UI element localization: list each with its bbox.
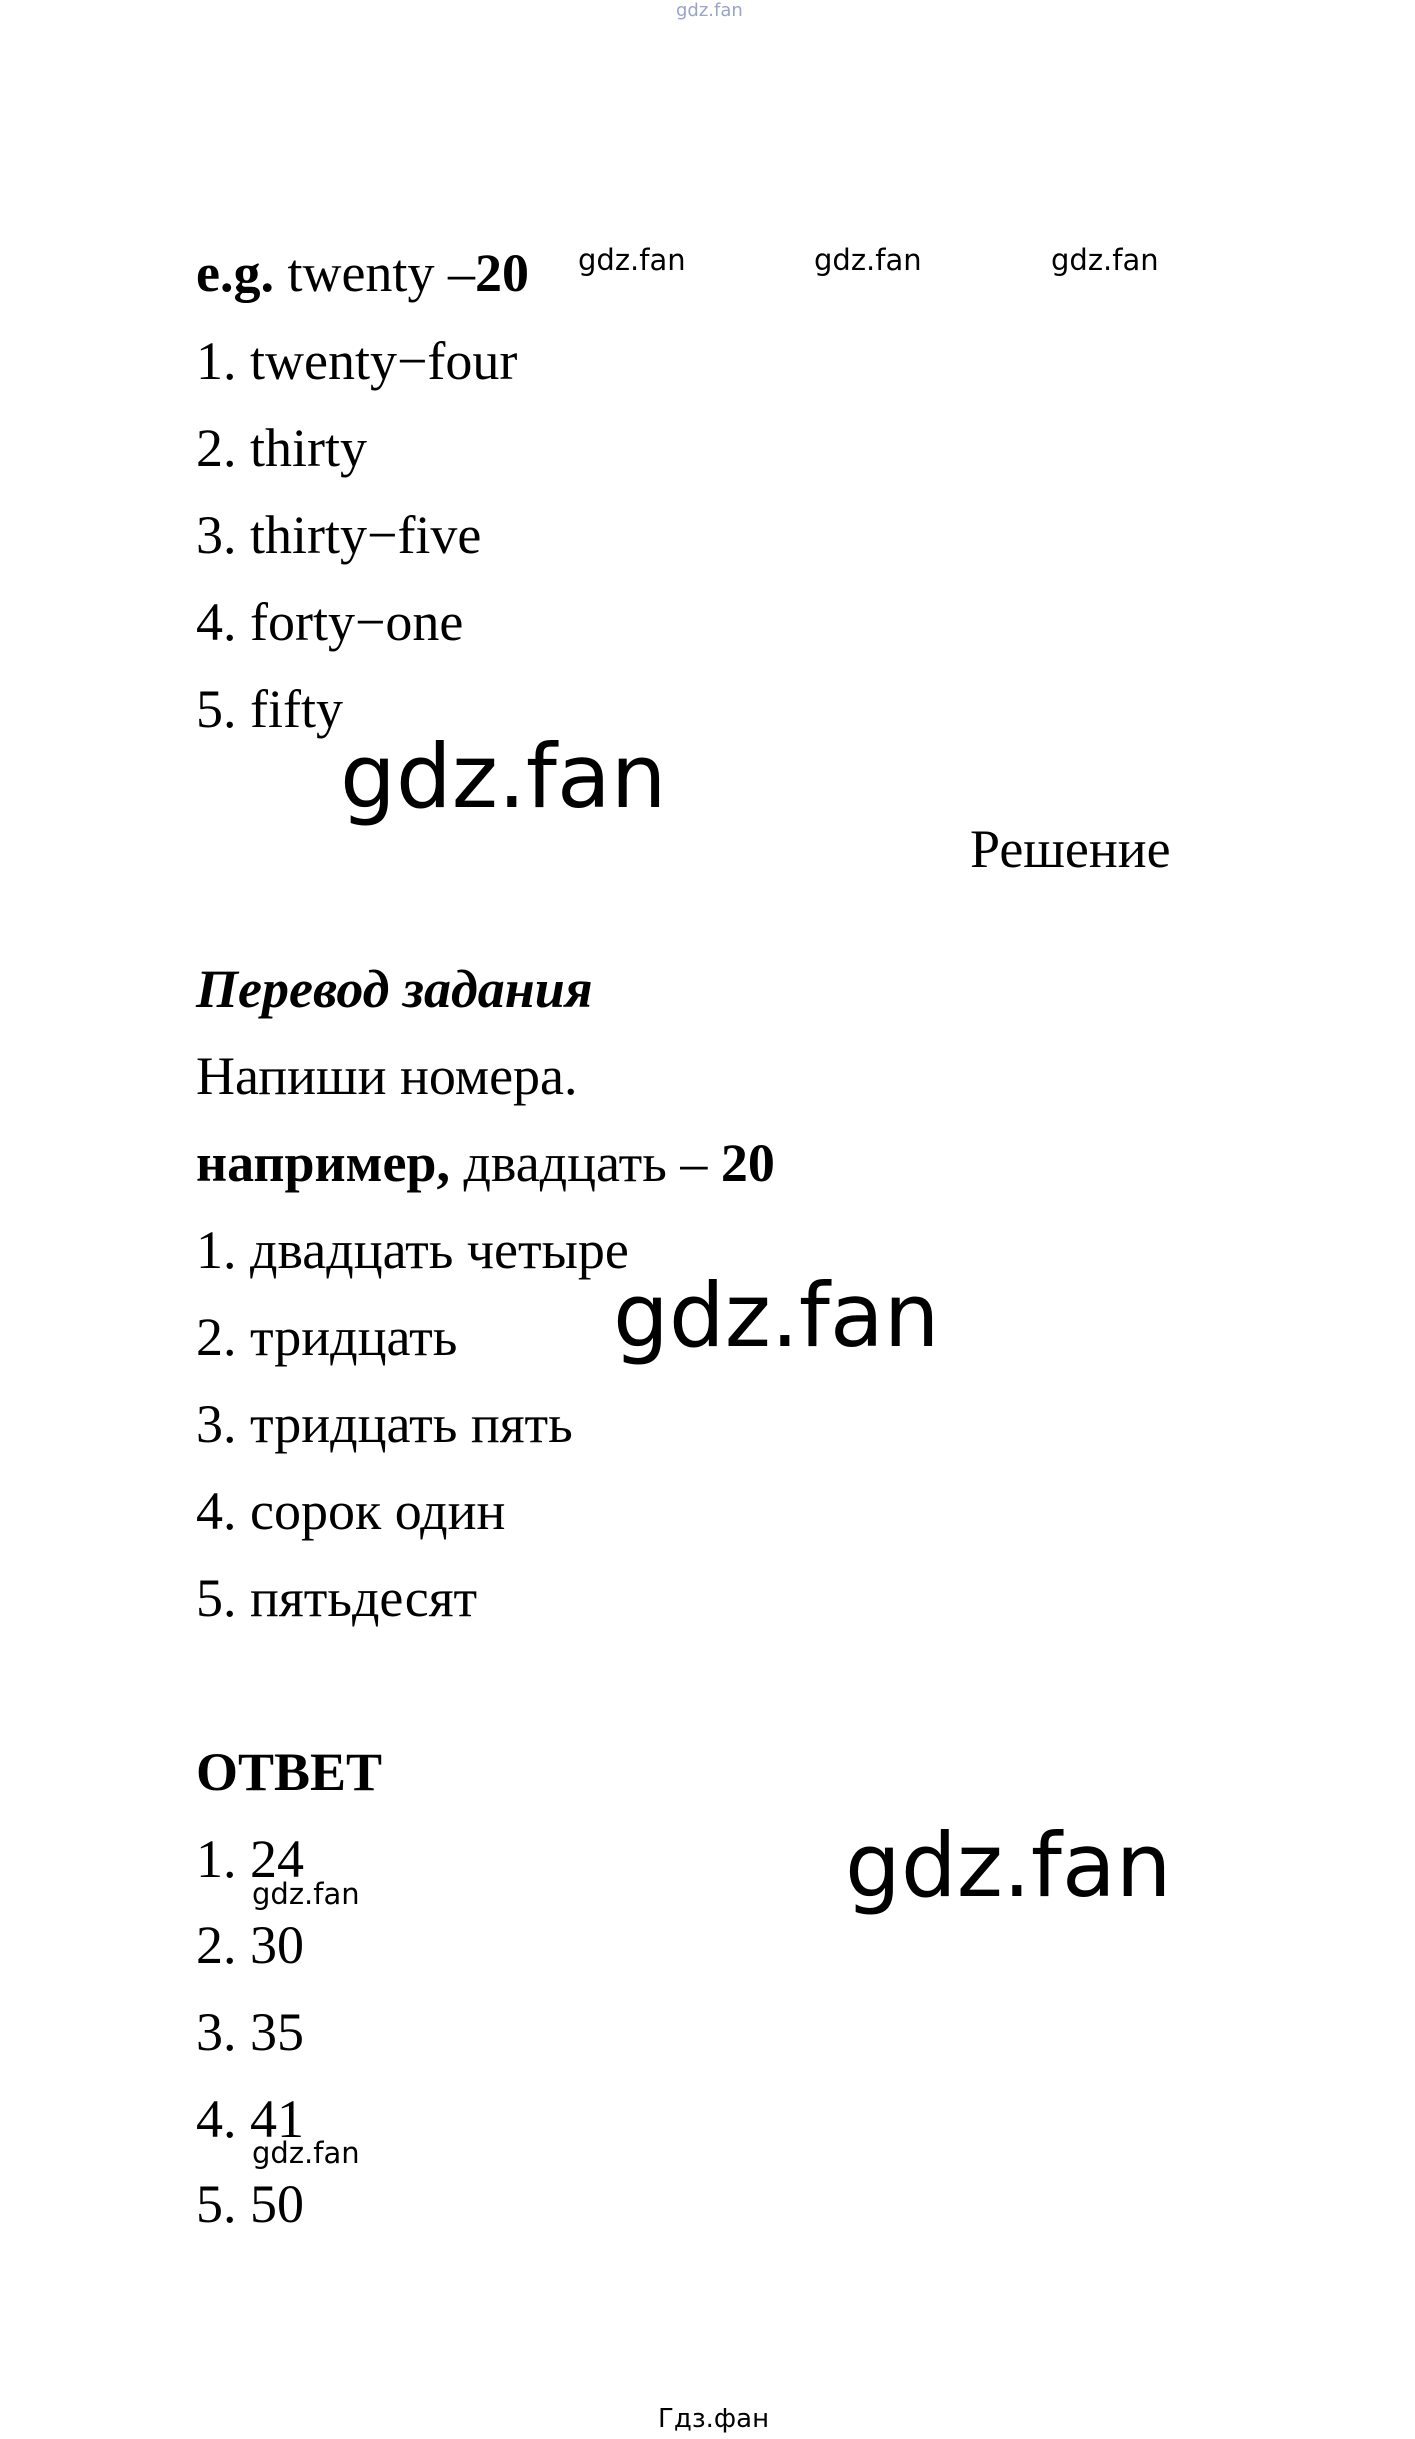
solution-label: Решение [970,819,1171,879]
watermark-answer-small-2: gdz.fan [252,2136,360,2170]
translation-example-label: например, [196,1133,450,1193]
translation-item: 5. пятьдесят [196,1568,478,1628]
answer-item: 1. 24 [196,1829,304,1889]
answer-item: 3. 35 [196,2002,304,2062]
translation-example-word: двадцать – [463,1133,708,1193]
watermark-header-3: gdz.fan [1051,243,1159,277]
watermark-big-1: gdz.fan [340,725,667,828]
watermark-big-2: gdz.fan [613,1264,940,1367]
example-label: e.g. [196,243,274,303]
watermark-big-3: gdz.fan [845,1814,1172,1917]
translation-item: 2. тридцать [196,1307,458,1367]
translation-heading: Перевод задания [196,959,593,1019]
translation-item: 4. сорок один [196,1481,506,1541]
task-item: 3. thirty−five [196,505,482,565]
translation-item: 1. двадцать четыре [196,1220,629,1280]
watermark-top: gdz.fan [676,0,743,21]
translation-example-number: 20 [720,1133,775,1193]
example-word: twenty – [287,243,475,303]
watermark-answer-small-1: gdz.fan [252,1877,360,1911]
answer-item: 4. 41 [196,2089,304,2149]
answer-heading: ОТВЕТ [196,1742,383,1802]
task-item: 5. fifty [196,679,343,739]
translation-example [196,1133,775,1193]
task-item: 1. twenty−four [196,331,518,391]
translation-instruction: Напиши номера. [196,1046,578,1106]
task-item: 4. forty−one [196,592,464,652]
answer-item: 2. 30 [196,1915,304,1975]
watermark-header-1: gdz.fan [578,243,686,277]
watermark-header-2: gdz.fan [814,243,922,277]
task-example [196,243,529,303]
example-number: 20 [474,243,529,303]
task-item: 2. thirty [196,418,367,478]
translation-item: 3. тридцать пять [196,1394,573,1454]
answer-item: 5. 50 [196,2174,304,2234]
watermark-footer: Гдз.фан [658,2404,770,2434]
